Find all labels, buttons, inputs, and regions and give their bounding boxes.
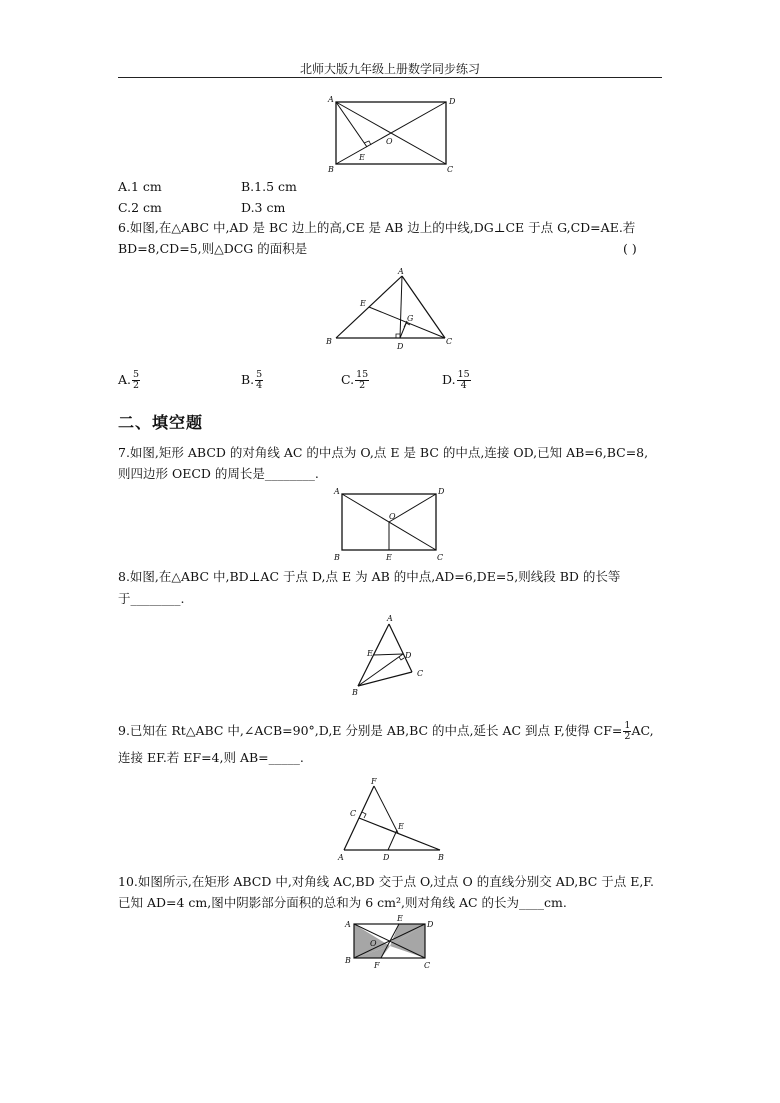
q9-line1: 9.已知在 Rt△ABC 中,∠ACB=90°,D,E 分别是 AB,BC 的中点,延长 AC 到点 F,使得 CF= $\frac{1}{2}$ AC, (118, 720, 654, 742)
q7-label-C: C (437, 553, 444, 562)
q8-line2: 于________. (118, 591, 185, 606)
q10-line2: 已知 AD=4 cm,图中阴影部分面积的总和为 6 cm²,则对角线 AC 的长为____cm. (118, 895, 567, 910)
q7-label-D: D (438, 487, 445, 496)
q10-label-B: B (345, 956, 351, 965)
q7-figure (328, 484, 454, 564)
q8-figure (346, 612, 436, 698)
q10-label-C: C (424, 961, 431, 970)
q10-line1: 10.如图所示,在矩形 ABCD 中,对角线 AC,BD 交于点 O,过点 O 的直线分别交 AD,BC 于点 E,F. (118, 874, 655, 889)
q5-label-O: O (386, 137, 393, 146)
q8-label-A: A (387, 614, 393, 623)
q8-line1: 8.如图,在△ABC 中,BD⊥AC 于点 D,点 E 为 AB 的中点,AD=6,DE=5,则线段 BD 的长等 (118, 569, 621, 584)
q9-label-D: D (383, 853, 390, 862)
q10-label-A: A (345, 920, 351, 929)
q9-label-B: B (438, 853, 444, 862)
q6-label-C: C (446, 337, 453, 346)
q5-option-b: B.1.5 cm (241, 179, 297, 194)
q7-label-O: O (389, 512, 396, 521)
q6-line2: BD=8,CD=5,则△DCG 的面积是 (118, 241, 308, 256)
q5-label-E: E (359, 153, 365, 162)
q10-label-E: E (397, 914, 403, 923)
q6-option-a: A. $\frac{5}{2}$ (118, 369, 140, 391)
q6-label-A: A (398, 267, 404, 276)
q5-label-B: B (328, 165, 334, 174)
q10-figure (340, 912, 444, 974)
q6-option-b: B. $\frac{5}{4}$ (241, 369, 263, 391)
header-rule (118, 77, 662, 78)
q5-option-c: C.2 cm (118, 200, 162, 215)
q6-figure (322, 264, 462, 354)
q8-label-B: B (352, 688, 358, 697)
q6-label-G: G (407, 314, 414, 323)
q7-line2: 则四边形 OECD 的周长是________. (118, 466, 319, 481)
q7-label-E: E (386, 553, 392, 562)
q5-label-D: D (449, 97, 456, 106)
q6-label-B: B (326, 337, 332, 346)
q10-label-O: O (370, 939, 377, 948)
q10-label-F: F (374, 961, 380, 970)
q6-option-c: C. $\frac{15}{2}$ (341, 369, 369, 391)
q6-option-d: D. $\frac{15}{4}$ (442, 369, 470, 391)
section-title-fill-in: 二、填空题 (118, 413, 204, 432)
q6-line1: 6.如图,在△ABC 中,AD 是 BC 边上的高,CE 是 AB 边上的中线,DG⊥CE 于点 G,CD=AE.若 (118, 220, 636, 235)
q8-label-C: C (417, 669, 424, 678)
q5-label-C: C (447, 165, 454, 174)
q9-label-A: A (338, 853, 344, 862)
q6-label-E: E (360, 299, 366, 308)
q5-option-a: A.1 cm (118, 179, 162, 194)
q8-label-D: D (405, 651, 412, 660)
q5-option-d: D.3 cm (241, 200, 286, 215)
q9-figure (328, 774, 454, 864)
q9-label-E: E (398, 822, 404, 831)
q9-line2: 连接 EF.若 EF=4,则 AB=_____. (118, 750, 304, 765)
q8-label-E: E (367, 649, 373, 658)
q6-label-D: D (397, 342, 404, 351)
q10-label-D: D (427, 920, 434, 929)
q7-label-B: B (334, 553, 340, 562)
q5-label-A: A (328, 95, 334, 104)
q6-answer-paren: ( ) (623, 241, 637, 256)
q7-label-A: A (334, 487, 340, 496)
page-header: 北师大版九年级上册数学同步练习 (299, 62, 480, 76)
q7-line1: 7.如图,矩形 ABCD 的对角线 AC 的中点为 O,点 E 是 BC 的中点,连接 OD,已知 AB=6,BC=8, (118, 445, 649, 460)
q5-figure (322, 94, 462, 178)
q9-label-F: F (371, 777, 377, 786)
q9-label-C: C (350, 809, 357, 818)
